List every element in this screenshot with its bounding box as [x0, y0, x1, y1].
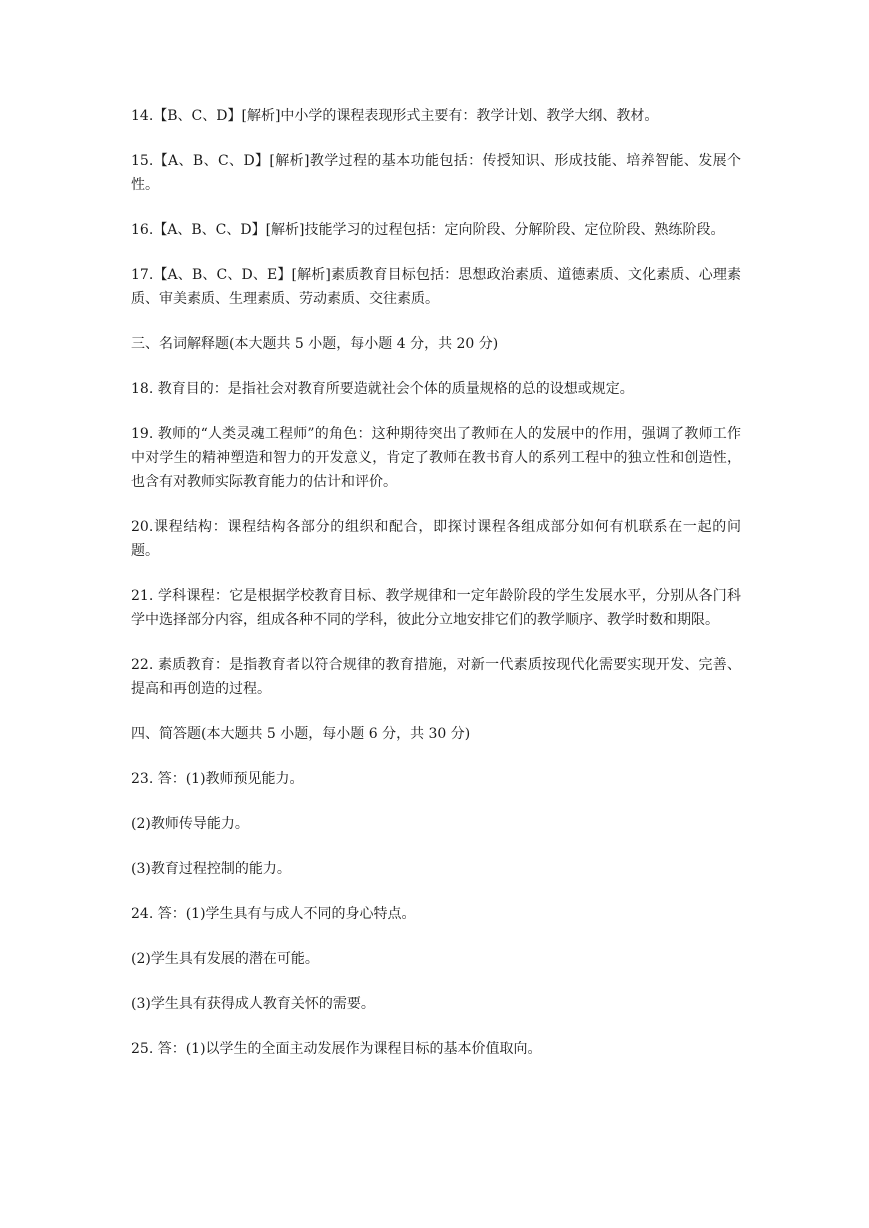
- section-heading-4: 四、简答题(本大题共 5 小题，每小题 6 分，共 30 分): [131, 726, 471, 742]
- answer-23-item-2: (2)教师传导能力。: [131, 816, 249, 832]
- answer-23-item-3: (3)教育过程控制的能力。: [131, 861, 291, 877]
- answer-21: 21. 学科课程：它是根据学校教育目标、教学规律和一定年龄阶段的学生发展水平，分别从各门科学中选择部分内容，组成各种不同的学科，彼此分立地安排它们的教学顺序、教学时数和期限。: [131, 588, 741, 628]
- answer-24-item-3: (3)学生具有获得成人教育关怀的需要。: [131, 996, 375, 1012]
- answer-19: 19. 教师的“人类灵魂工程师”的角色：这种期待突出了教师在人的发展中的作用，强调了教师工作中对学生的精神塑造和智力的开发意义，肯定了教师在教书育人的系列工程中的独立性和创造性，也含有对教师实际教育能力的估计和评价。: [131, 426, 741, 490]
- answer-15: 15.【A、B、C、D】[解析]教学过程的基本功能包括：传授知识、形成技能、培养智能、发展个性。: [131, 153, 741, 193]
- section-heading-3: 三、名词解释题(本大题共 5 小题，每小题 4 分，共 20 分): [131, 336, 499, 352]
- answer-22: 22. 素质教育：是指教育者以符合规律的教育措施，对新一代素质按现代化需要实现开发、完善、提高和再创造的过程。: [131, 657, 741, 697]
- answer-14: 14.【B、C、D】[解析]中小学的课程表现形式主要有：教学计划、教学大纲、教材。: [131, 108, 659, 124]
- answer-16: 16.【A、B、C、D】[解析]技能学习的过程包括：定向阶段、分解阶段、定位阶段、熟练阶段。: [131, 222, 725, 238]
- answer-24-item-1: 24. 答：(1)学生具有与成人不同的身心特点。: [131, 906, 416, 922]
- answer-23-item-1: 23. 答：(1)教师预见能力。: [131, 771, 304, 787]
- answer-25-item-1: 25. 答：(1)以学生的全面主动发展作为课程目标的基本价值取向。: [131, 1041, 542, 1057]
- answer-18: 18. 教育目的：是指社会对教育所要造就社会个体的质量规格的总的设想或规定。: [131, 381, 634, 397]
- answer-24-item-2: (2)学生具有发展的潜在可能。: [131, 951, 319, 967]
- answer-20: 20.课程结构：课程结构各部分的组织和配合，即探讨课程各组成部分如何有机联系在一起的问题。: [131, 519, 741, 559]
- answer-17: 17.【A、B、C、D、E】[解析]素质教育目标包括：思想政治素质、道德素质、文化素质、心理素质、审美素质、生理素质、劳动素质、交往素质。: [131, 267, 741, 307]
